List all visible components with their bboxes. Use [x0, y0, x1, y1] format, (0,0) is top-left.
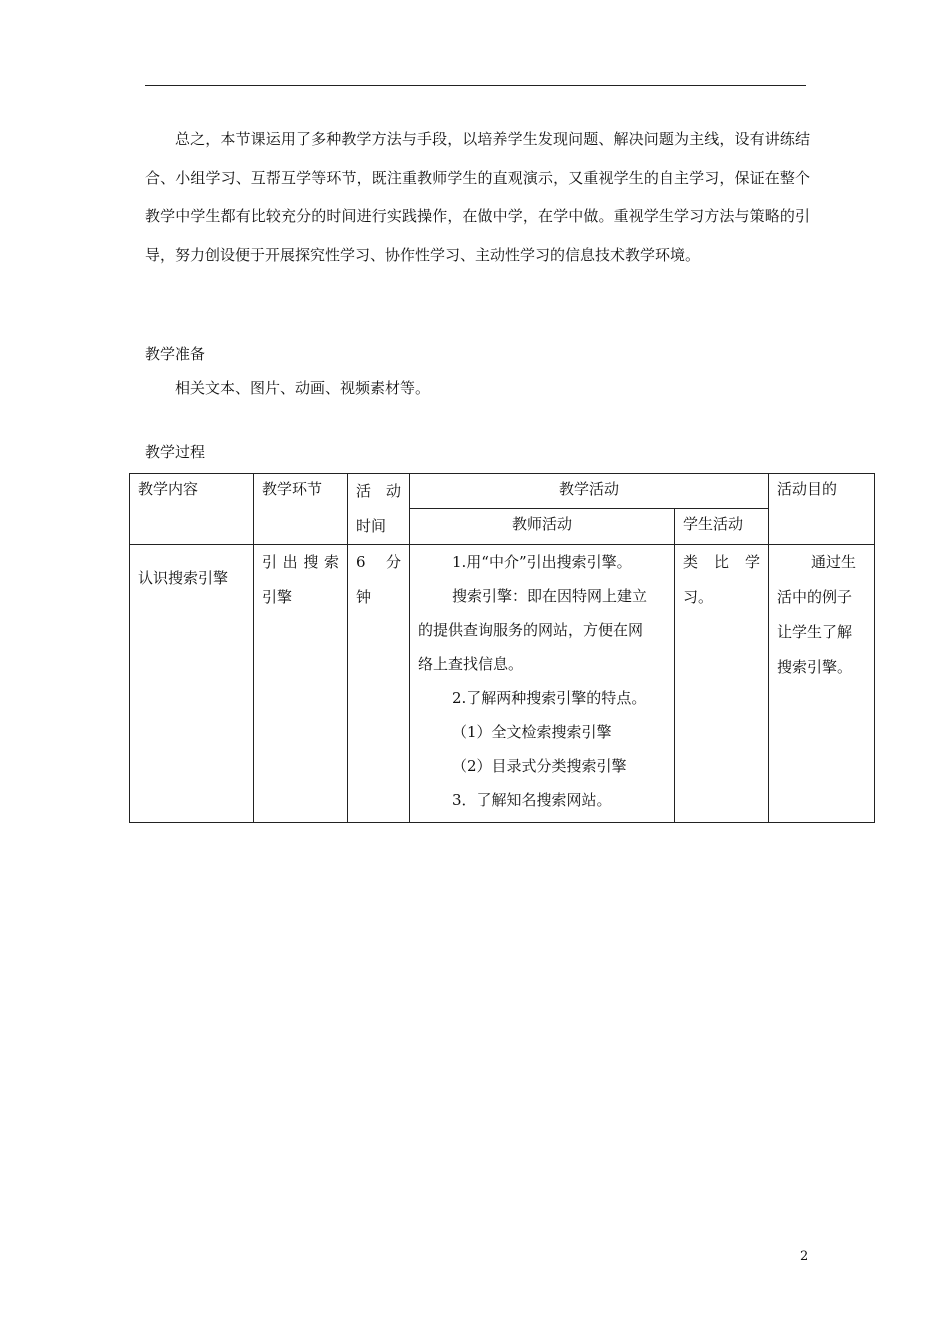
section-title-preparation: 教学准备 [145, 345, 206, 363]
row-goal: 通过生 活中的例子 让学生了解 搜索引擎。 [769, 545, 875, 823]
summary-paragraph: 总之，本节课运用了多种教学方法与手段，以培养学生发现问题、解决问题为主线，设有讲练结合、小组学习、互帮互学等环节，既注重教师学生的直观演示，又重视学生的自主学习，保证在整个教学中学生都有比较充分的时间进行实践操作，在做中学，在学中做。重视学生学习方法与策略的引导，努力创设便于开展探究性学习、协作性学习、主动性学习的信息技术教学环境。 [145, 130, 810, 264]
section-title-process: 教学过程 [145, 443, 206, 461]
row-student-activity: 类 比 学 习。 [675, 545, 769, 823]
lesson-table [129, 473, 875, 823]
header-stage: 教学环节 [254, 474, 348, 545]
row-content: 认识搜索引擎 [130, 545, 254, 823]
row-time: 6 分 钟 [348, 545, 410, 823]
page-number: 2 [800, 1249, 809, 1264]
header-teacher: 教师活动 [410, 509, 675, 545]
table-header-row [130, 474, 875, 509]
preparation-content: 相关文本、图片、动画、视频素材等。 [175, 379, 431, 397]
header-goal: 活动目的 [769, 474, 875, 545]
row-stage: 引 出 搜 索 引擎 [254, 545, 348, 823]
row-teacher-activity: 1.用“中介”引出搜索引擎。 搜索引擎：即在因特网上建立 的提供查询服务的网站，方便在网 络上查找信息。 2.了解两种搜索引擎的特点。 （1）全文检索搜索引擎 （2）目录式分类搜索引擎 3．了解知名搜索网站。 [410, 545, 675, 823]
header-activities: 教学活动 [410, 474, 769, 509]
header-time: 活 动 时间 [348, 474, 410, 545]
header-student: 学生活动 [675, 509, 769, 545]
header-rule [145, 85, 806, 86]
header-content: 教学内容 [130, 474, 254, 545]
table-row [130, 545, 875, 823]
